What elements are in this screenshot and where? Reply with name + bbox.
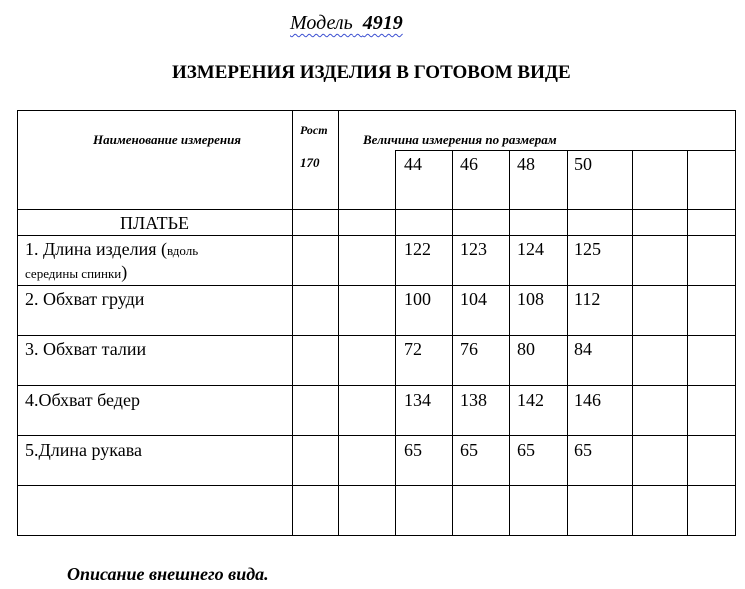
- row-5-value-50: 65: [574, 440, 592, 460]
- row-2-value-50: 112: [574, 289, 601, 309]
- row-4-value-46: 138: [460, 390, 487, 410]
- row-4-name: 4.Обхват бедер: [25, 390, 140, 410]
- row-3-value-48: 80: [517, 339, 535, 359]
- row-2-value-44: 100: [404, 289, 431, 309]
- row-2-name: 2. Обхват груди: [25, 289, 145, 309]
- row-1-value-44: 122: [404, 239, 431, 259]
- row-1-name: 1. Длина изделия (вдоль: [25, 239, 199, 259]
- size-50: 50: [574, 154, 592, 174]
- row-5-value-46: 65: [460, 440, 478, 460]
- row-5-value-48: 65: [517, 440, 535, 460]
- description-heading: Описание внешнего вида.: [67, 564, 269, 584]
- row-4-value-44: 134: [404, 390, 431, 410]
- row-4-value-50: 146: [574, 390, 601, 410]
- row-3-name: 3. Обхват талии: [25, 339, 147, 359]
- row-2-value-46: 104: [460, 289, 487, 309]
- row-4-value-48: 142: [517, 390, 544, 410]
- model-label: Модель: [290, 12, 353, 34]
- row-3-value-50: 84: [574, 339, 592, 359]
- height-value: 170: [300, 155, 320, 170]
- row-3-value-46: 76: [460, 339, 478, 359]
- model-heading: [290, 12, 403, 35]
- document-title: ИЗМЕРЕНИЯ ИЗДЕЛИЯ В ГОТОВОМ ВИДЕ: [172, 62, 571, 83]
- row-1-value-50: 125: [574, 239, 601, 259]
- sizes-header: Величина измерения по размерам: [363, 132, 557, 147]
- row-5-value-44: 65: [404, 440, 422, 460]
- row-1-value-46: 123: [460, 239, 487, 259]
- row-3-value-44: 72: [404, 339, 422, 359]
- size-44: 44: [404, 154, 422, 174]
- row-5-name: 5.Длина рукава: [25, 440, 142, 460]
- measurements-table: [17, 110, 736, 536]
- model-number: 4919: [362, 12, 403, 34]
- section-title: ПЛАТЬЕ: [120, 213, 189, 233]
- size-46: 46: [460, 154, 478, 174]
- size-48: 48: [517, 154, 535, 174]
- row-1-name-line2: середины спинки): [25, 262, 128, 282]
- height-label: Рост: [300, 123, 328, 137]
- name-column-header: Наименование измерения: [93, 132, 241, 147]
- row-2-value-48: 108: [517, 289, 544, 309]
- row-1-value-48: 124: [517, 239, 544, 259]
